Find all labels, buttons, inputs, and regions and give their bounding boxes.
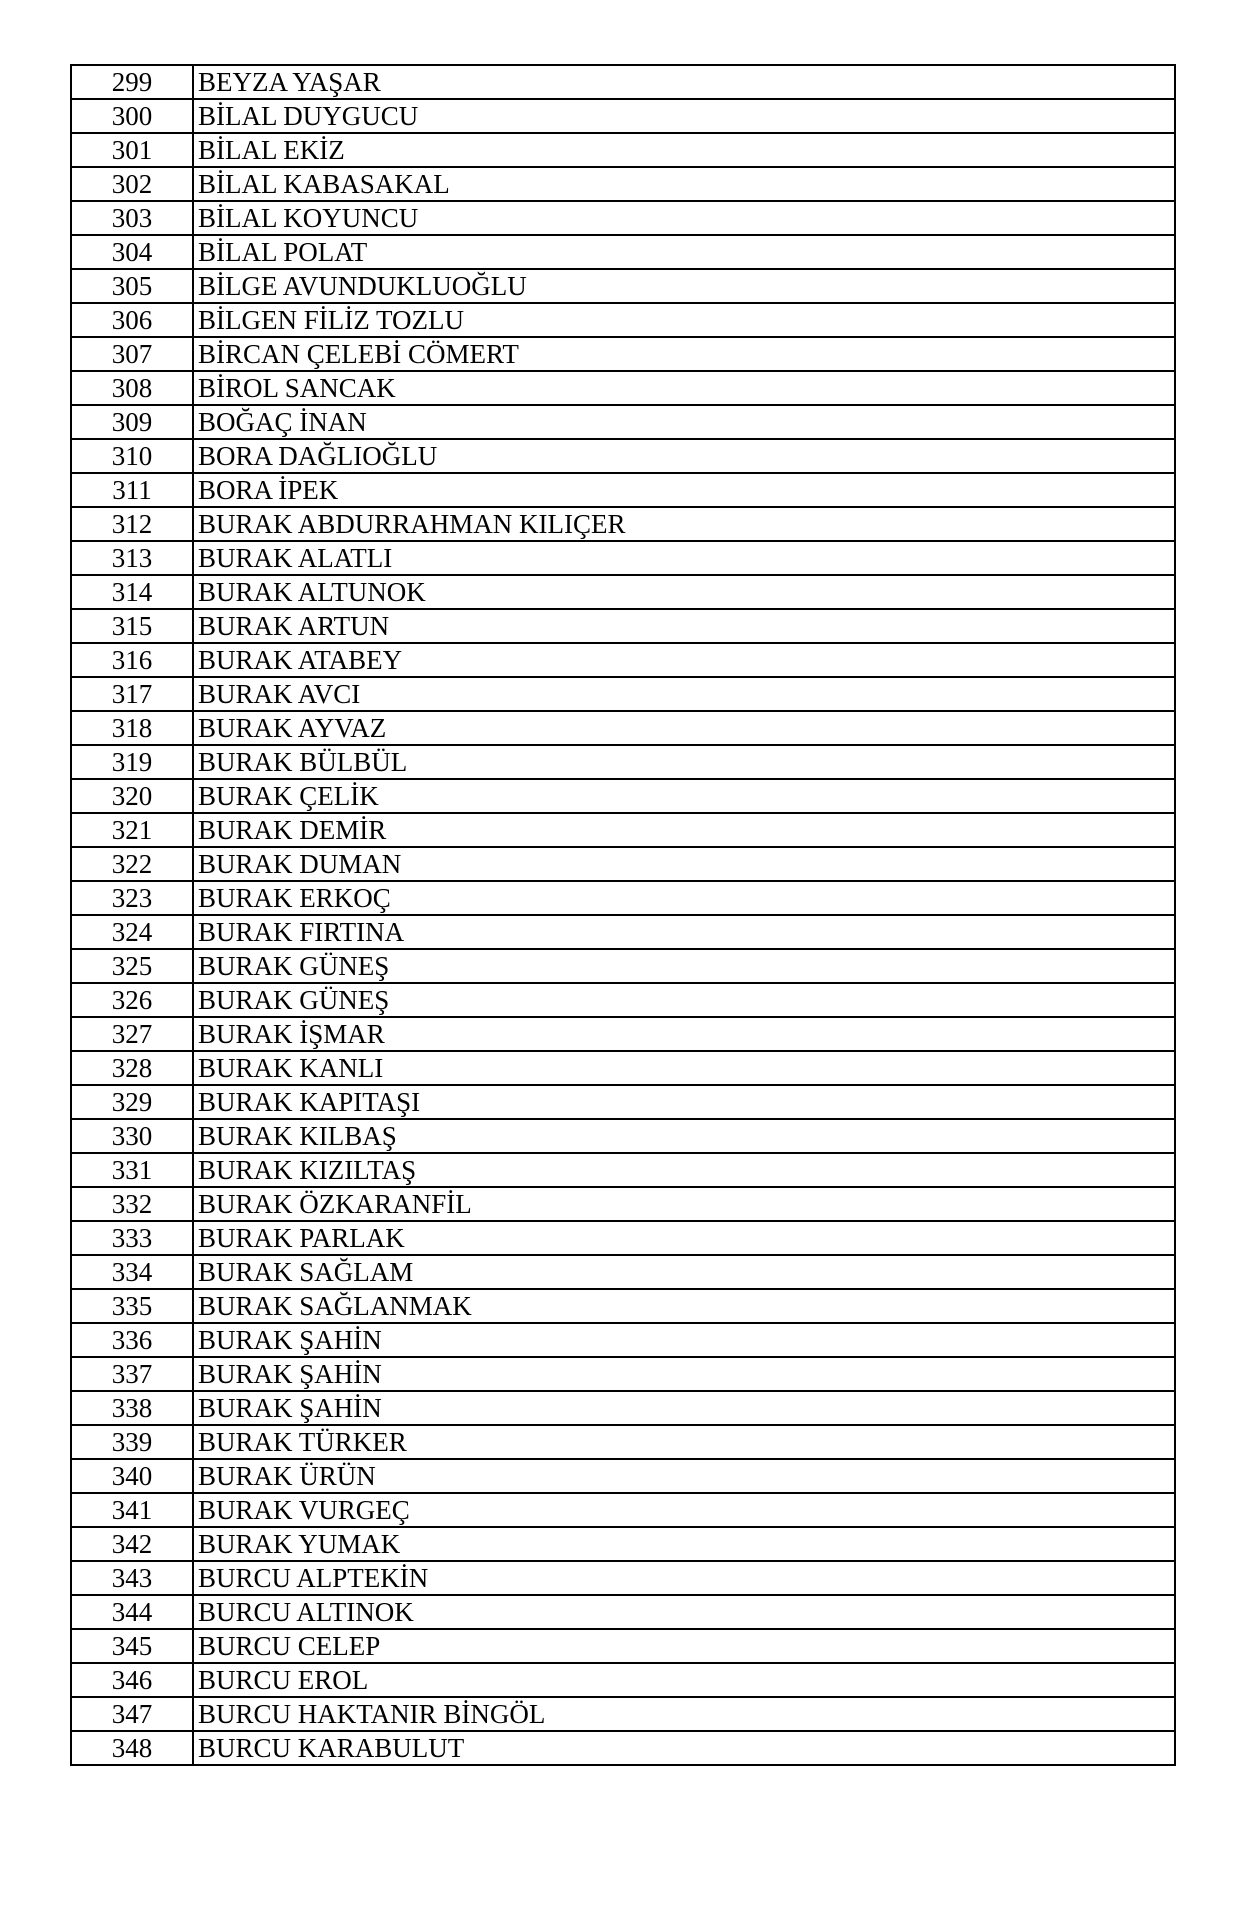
table-row <box>71 1357 1175 1391</box>
row-number-cell: 310 <box>71 439 193 473</box>
table-row <box>71 1527 1175 1561</box>
table-row <box>71 1051 1175 1085</box>
table-row <box>71 1425 1175 1459</box>
row-number-cell: 313 <box>71 541 193 575</box>
row-number-cell: 318 <box>71 711 193 745</box>
row-number-cell: 333 <box>71 1221 193 1255</box>
name-cell: BURAK İŞMAR <box>193 1017 1175 1051</box>
name-cell: BİLGEN FİLİZ TOZLU <box>193 303 1175 337</box>
row-number-cell: 346 <box>71 1663 193 1697</box>
table-row <box>71 1153 1175 1187</box>
table-row <box>71 575 1175 609</box>
table-row <box>71 1561 1175 1595</box>
row-number-cell: 326 <box>71 983 193 1017</box>
table-row <box>71 1119 1175 1153</box>
table-row <box>71 167 1175 201</box>
row-number-cell: 327 <box>71 1017 193 1051</box>
table-row <box>71 813 1175 847</box>
row-number-cell: 340 <box>71 1459 193 1493</box>
name-cell: BURAK VURGEÇ <box>193 1493 1175 1527</box>
name-cell: BURAK ALATLI <box>193 541 1175 575</box>
name-cell: BURAK AVCI <box>193 677 1175 711</box>
row-number-cell: 323 <box>71 881 193 915</box>
name-cell: BURAK ÖZKARANFİL <box>193 1187 1175 1221</box>
row-number-cell: 325 <box>71 949 193 983</box>
row-number-cell: 341 <box>71 1493 193 1527</box>
table-row <box>71 915 1175 949</box>
name-cell: BURAK BÜLBÜL <box>193 745 1175 779</box>
row-number-cell: 348 <box>71 1731 193 1765</box>
row-number-cell: 312 <box>71 507 193 541</box>
table-row <box>71 881 1175 915</box>
name-list-table <box>70 64 1176 1766</box>
row-number-cell: 319 <box>71 745 193 779</box>
table-row <box>71 541 1175 575</box>
name-cell: BİLAL EKİZ <box>193 133 1175 167</box>
name-cell: BURAK ÇELİK <box>193 779 1175 813</box>
name-cell: BURAK ATABEY <box>193 643 1175 677</box>
row-number-cell: 304 <box>71 235 193 269</box>
name-cell: BİRCAN ÇELEBİ CÖMERT <box>193 337 1175 371</box>
row-number-cell: 314 <box>71 575 193 609</box>
name-cell: BURAK ŞAHİN <box>193 1357 1175 1391</box>
name-cell: BURCU CELEP <box>193 1629 1175 1663</box>
table-row <box>71 1493 1175 1527</box>
table-row <box>71 65 1175 99</box>
row-number-cell: 345 <box>71 1629 193 1663</box>
name-cell: BİLAL DUYGUCU <box>193 99 1175 133</box>
row-number-cell: 322 <box>71 847 193 881</box>
name-cell: BURAK ERKOÇ <box>193 881 1175 915</box>
name-cell: BURCU KARABULUT <box>193 1731 1175 1765</box>
row-number-cell: 316 <box>71 643 193 677</box>
table-row <box>71 303 1175 337</box>
name-cell: BURAK GÜNEŞ <box>193 949 1175 983</box>
name-cell: BURCU EROL <box>193 1663 1175 1697</box>
row-number-cell: 343 <box>71 1561 193 1595</box>
table-row <box>71 1323 1175 1357</box>
name-cell: BİLAL KABASAKAL <box>193 167 1175 201</box>
row-number-cell: 308 <box>71 371 193 405</box>
name-cell: BİLAL KOYUNCU <box>193 201 1175 235</box>
name-cell: BURAK SAĞLAM <box>193 1255 1175 1289</box>
name-cell: BURAK YUMAK <box>193 1527 1175 1561</box>
row-number-cell: 305 <box>71 269 193 303</box>
name-cell: BURAK ÜRÜN <box>193 1459 1175 1493</box>
row-number-cell: 335 <box>71 1289 193 1323</box>
row-number-cell: 307 <box>71 337 193 371</box>
row-number-cell: 301 <box>71 133 193 167</box>
row-number-cell: 330 <box>71 1119 193 1153</box>
row-number-cell: 337 <box>71 1357 193 1391</box>
row-number-cell: 342 <box>71 1527 193 1561</box>
name-cell: BURAK ALTUNOK <box>193 575 1175 609</box>
row-number-cell: 332 <box>71 1187 193 1221</box>
table-row <box>71 1629 1175 1663</box>
table-row <box>71 235 1175 269</box>
name-cell: BURAK SAĞLANMAK <box>193 1289 1175 1323</box>
row-number-cell: 331 <box>71 1153 193 1187</box>
table-row <box>71 1085 1175 1119</box>
row-number-cell: 315 <box>71 609 193 643</box>
row-number-cell: 302 <box>71 167 193 201</box>
table-row <box>71 847 1175 881</box>
table-row <box>71 949 1175 983</box>
table-row <box>71 507 1175 541</box>
name-cell: BURAK ABDURRAHMAN KILIÇER <box>193 507 1175 541</box>
row-number-cell: 338 <box>71 1391 193 1425</box>
table-row <box>71 1731 1175 1765</box>
table-row <box>71 1017 1175 1051</box>
name-cell: BURCU ALTINOK <box>193 1595 1175 1629</box>
row-number-cell: 299 <box>71 65 193 99</box>
table-row <box>71 711 1175 745</box>
row-number-cell: 334 <box>71 1255 193 1289</box>
table-row <box>71 337 1175 371</box>
name-cell: BURAK AYVAZ <box>193 711 1175 745</box>
row-number-cell: 336 <box>71 1323 193 1357</box>
table-row <box>71 609 1175 643</box>
name-cell: BURAK KAPITAŞI <box>193 1085 1175 1119</box>
row-number-cell: 329 <box>71 1085 193 1119</box>
name-cell: BURCU ALPTEKİN <box>193 1561 1175 1595</box>
name-cell: BORA DAĞLIOĞLU <box>193 439 1175 473</box>
name-cell: BURAK KILBAŞ <box>193 1119 1175 1153</box>
row-number-cell: 347 <box>71 1697 193 1731</box>
table-row <box>71 201 1175 235</box>
row-number-cell: 303 <box>71 201 193 235</box>
row-number-cell: 344 <box>71 1595 193 1629</box>
name-cell: BİLAL POLAT <box>193 235 1175 269</box>
table-row <box>71 1187 1175 1221</box>
name-cell: BURAK DEMİR <box>193 813 1175 847</box>
row-number-cell: 317 <box>71 677 193 711</box>
table-row <box>71 983 1175 1017</box>
row-number-cell: 309 <box>71 405 193 439</box>
table-row <box>71 1663 1175 1697</box>
row-number-cell: 311 <box>71 473 193 507</box>
name-cell: BİROL SANCAK <box>193 371 1175 405</box>
table-row <box>71 133 1175 167</box>
table-row <box>71 269 1175 303</box>
table-row <box>71 1459 1175 1493</box>
name-cell: BURAK PARLAK <box>193 1221 1175 1255</box>
row-number-cell: 321 <box>71 813 193 847</box>
name-cell: BEYZA YAŞAR <box>193 65 1175 99</box>
name-cell: BURCU HAKTANIR BİNGÖL <box>193 1697 1175 1731</box>
table-row <box>71 1595 1175 1629</box>
table-body <box>71 65 1175 1765</box>
table-row <box>71 1255 1175 1289</box>
table-row <box>71 1391 1175 1425</box>
row-number-cell: 328 <box>71 1051 193 1085</box>
row-number-cell: 300 <box>71 99 193 133</box>
row-number-cell: 306 <box>71 303 193 337</box>
name-cell: BURAK ARTUN <box>193 609 1175 643</box>
name-cell: BURAK GÜNEŞ <box>193 983 1175 1017</box>
table-row <box>71 473 1175 507</box>
row-number-cell: 320 <box>71 779 193 813</box>
table-row <box>71 779 1175 813</box>
name-cell: BİLGE AVUNDUKLUOĞLU <box>193 269 1175 303</box>
name-cell: BORA İPEK <box>193 473 1175 507</box>
name-cell: BOĞAÇ İNAN <box>193 405 1175 439</box>
table-row <box>71 1697 1175 1731</box>
name-cell: BURAK FIRTINA <box>193 915 1175 949</box>
table-row <box>71 371 1175 405</box>
name-cell: BURAK TÜRKER <box>193 1425 1175 1459</box>
table-row <box>71 1289 1175 1323</box>
name-cell: BURAK KANLI <box>193 1051 1175 1085</box>
row-number-cell: 324 <box>71 915 193 949</box>
table-row <box>71 677 1175 711</box>
name-cell: BURAK ŞAHİN <box>193 1391 1175 1425</box>
table-row <box>71 405 1175 439</box>
table-row <box>71 643 1175 677</box>
table-row <box>71 99 1175 133</box>
table-row <box>71 1221 1175 1255</box>
row-number-cell: 339 <box>71 1425 193 1459</box>
name-cell: BURAK DUMAN <box>193 847 1175 881</box>
table-row <box>71 439 1175 473</box>
name-cell: BURAK ŞAHİN <box>193 1323 1175 1357</box>
table-row <box>71 745 1175 779</box>
name-cell: BURAK KIZILTAŞ <box>193 1153 1175 1187</box>
